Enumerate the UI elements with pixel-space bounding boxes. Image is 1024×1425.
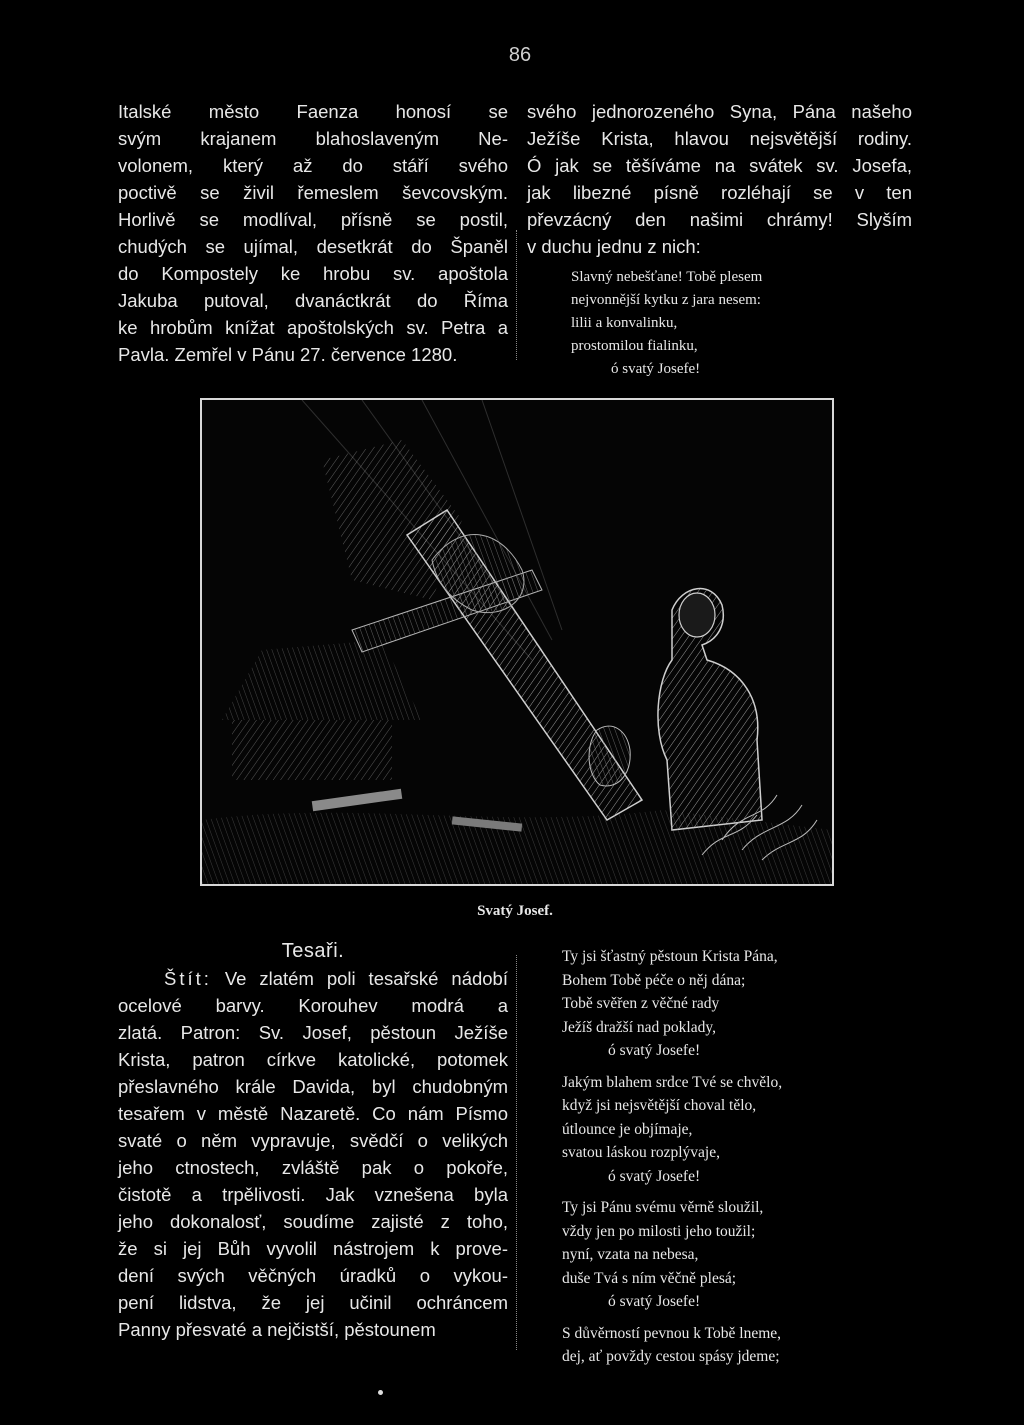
song-refrain: ó svatý Josefe! <box>611 361 701 377</box>
engraving-artwork <box>202 400 832 884</box>
text-line: Italské město Faenza honosí se <box>118 101 508 122</box>
song-line: S důvěrností pevnou k Tobě lneme, <box>562 1324 782 1342</box>
text-line: nejvonnější kytku z jara nesem: <box>571 292 761 308</box>
carpenters-section <box>118 940 508 1343</box>
text-line: Ó jak se těšíváme na svátek sv. Josefa, <box>527 155 912 176</box>
song-line: Ty jsi šťastný pěstoun Krista Pána, <box>562 948 778 965</box>
song-line: dej, ať povždy cestou spásy jdeme; <box>562 1348 780 1365</box>
column-rule <box>516 230 517 360</box>
song-line: když jsi nejsvětější choval tělo, <box>562 1097 757 1114</box>
song-refrain: ó svatý Josefe! <box>608 1042 701 1059</box>
page-dot <box>378 1390 383 1395</box>
song-line: Ty jsi Pánu svému věrně sloužil, <box>562 1199 764 1216</box>
text-line: jeho ctnostech, zvláště pak o pokoře, <box>118 1157 508 1178</box>
song-line: nyní, vzata na nebesa, <box>562 1246 699 1263</box>
text-line: Slavný nebešťane! Tobě plesem <box>571 269 763 285</box>
page-number: 86 <box>508 44 532 66</box>
song-continued <box>562 945 902 1377</box>
text-line: Horlivě se modlíval, přísně se postil, <box>118 209 508 230</box>
song-stanza <box>562 945 902 1063</box>
shield-text: Ve zlatém poli tesařské nádobí <box>224 968 508 989</box>
text-line: jeho dokonalosť, soudíme zajisté z toho, <box>118 1211 508 1232</box>
intro-paragraph <box>118 98 508 368</box>
feast-paragraph <box>527 98 912 381</box>
text-line: jak libezné písně rozléhají se v ten <box>527 182 912 203</box>
song-line: Jakým blahem srdce Tvé se chvělo, <box>562 1073 783 1091</box>
shield-label: Štít: <box>164 968 212 989</box>
song-stanza <box>562 1196 902 1314</box>
text-line: poctivě se živil řemeslem ševcovským. <box>118 182 508 203</box>
text-line: převzácný den našimi chrámy! Slyším <box>527 209 912 230</box>
song-line: útlounce je objímaje, <box>562 1120 693 1138</box>
text-line: ocelové barvy. Korouhev modrá a <box>118 995 508 1016</box>
text-line: zlatá. Patron: Sv. Josef, pěstoun Ježíše <box>118 1022 508 1043</box>
song-line: Bohem Tobě péče o něj dána; <box>562 971 746 989</box>
song-stanza <box>562 1322 902 1369</box>
text-line: chudých se ujímal, desetkrát do Španěl <box>118 236 508 257</box>
carpenters-heading: Tesaři. <box>281 940 345 962</box>
text-line: svaté o něm vypravuje, svědčí o velikých <box>118 1130 508 1151</box>
text-line: tesařem v městě Nazaretě. Co nám Písmo <box>118 1103 508 1124</box>
text-line: dení svých věčných úradků o vykou- <box>118 1265 508 1286</box>
text-line: v duchu jednu z nich: <box>527 236 701 257</box>
song-line: duše Tvá s ním věčně plesá; <box>562 1269 737 1287</box>
song-first-stanza <box>571 266 912 381</box>
text-line: svého jednorozeného Syna, Pána našeho <box>527 101 912 122</box>
text-line: svým krajanem blahoslaveným Ne- <box>118 128 508 149</box>
text-line: Ježíše Krista, hlavou nejsvětější rodiny. <box>527 128 912 149</box>
text-line: že si jej Bůh vyvolil nástrojem k prove- <box>118 1238 508 1259</box>
text-line: Krista, patron církve katolické, potomek <box>118 1049 508 1070</box>
song-line: Tobě svěřen z věčné rady <box>562 995 720 1012</box>
text-line: prostomilou fialinku, <box>571 338 698 354</box>
saint-joseph-engraving <box>200 398 834 886</box>
song-line: svatou láskou rozplývaje, <box>562 1144 720 1161</box>
text-line: ke hrobům knížat apoštolských sv. Petra a <box>118 317 508 338</box>
text-line: Panny přesvaté a nejčistší, pěstounem <box>118 1319 436 1340</box>
song-line: vždy jen po milosti jeho toužil; <box>562 1222 756 1240</box>
text-line: lilii a konvalinku, <box>571 315 678 331</box>
song-stanza <box>562 1071 902 1189</box>
illustration-caption: Svatý Josef. <box>477 903 553 919</box>
text-line: pení lidstva, že jej učinil ochráncem <box>118 1292 508 1313</box>
column-rule <box>516 955 517 1350</box>
text-line: do Kompostely ke hrobu sv. apoštola <box>118 263 508 284</box>
song-line: Ježíš dražší nad poklady, <box>562 1018 716 1036</box>
text-line: Pavla. Zemřel v Pánu 27. července 1280. <box>118 344 458 365</box>
text-line: volonem, který až do stáří svého <box>118 155 508 176</box>
text-line: Jakuba putoval, dvanáctkrát do Říma <box>118 290 508 311</box>
song-refrain: ó svatý Josefe! <box>608 1293 701 1310</box>
song-refrain: ó svatý Josefe! <box>608 1167 701 1185</box>
text-line: přeslavného krále Davida, byl chudobným <box>118 1076 508 1097</box>
text-line: čistotě a trpělivosti. Jak vznešena byla <box>118 1184 508 1205</box>
